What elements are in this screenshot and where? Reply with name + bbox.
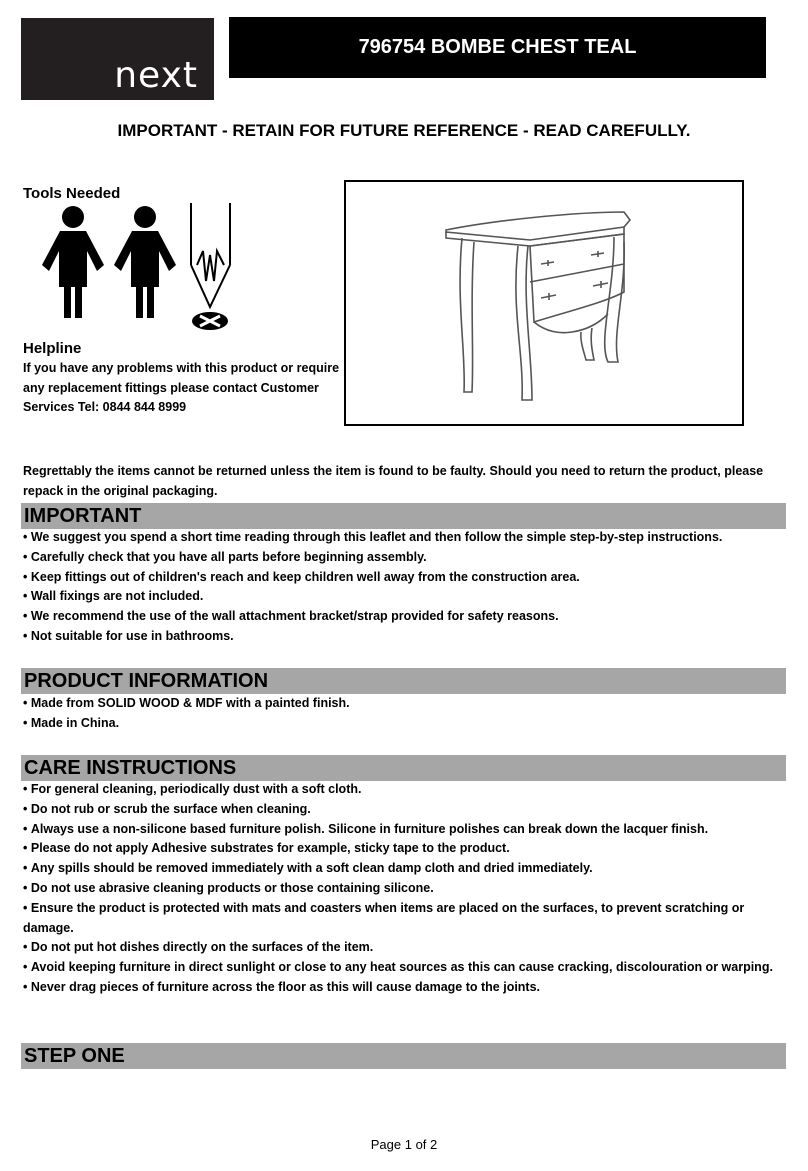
list-item: • Not suitable for use in bathrooms. bbox=[23, 627, 798, 647]
list-item: • For general cleaning, periodically dust with a soft cloth. bbox=[23, 780, 798, 800]
product-title-bar bbox=[229, 17, 766, 78]
product-image-frame bbox=[344, 180, 744, 426]
retain-notice: IMPORTANT - RETAIN FOR FUTURE REFERENCE - READ CAREFULLY. bbox=[117, 121, 691, 140]
helpline-heading: Helpline bbox=[23, 340, 82, 357]
product-title: 796754 BOMBE CHEST TEAL bbox=[358, 36, 637, 58]
care-list bbox=[23, 780, 798, 998]
list-item: • Always use a non-silicone based furniture polish. Silicone in furniture polishes can break down the lacquer finish. bbox=[23, 820, 798, 840]
list-item: • Ensure the product is protected with mats and coasters when items are placed on the surfaces, to prevent scratching or damage. bbox=[23, 899, 798, 939]
list-item: • Carefully check that you have all parts before beginning assembly. bbox=[23, 548, 798, 568]
logo-text: next bbox=[114, 55, 198, 96]
list-item: • Do not put hot dishes directly on the surfaces of the item. bbox=[23, 938, 798, 958]
screwdriver-icon bbox=[191, 203, 230, 330]
list-item: • Any spills should be removed immediately with a soft clean damp cloth and dried immediately. bbox=[23, 859, 798, 879]
list-item: • Do not rub or scrub the surface when cleaning. bbox=[23, 800, 798, 820]
list-item: • We recommend the use of the wall attachment bracket/strap provided for safety reasons. bbox=[23, 607, 798, 627]
list-item: • Never drag pieces of furniture across the floor as this will cause damage to the joints. bbox=[23, 978, 798, 998]
important-heading: IMPORTANT bbox=[21, 503, 786, 529]
chest-illustration bbox=[346, 182, 742, 424]
tools-heading: Tools Needed bbox=[23, 185, 121, 202]
list-item: • Avoid keeping furniture in direct sunlight or close to any heat sources as this can cause cracking, discolouration or warping. bbox=[23, 958, 798, 978]
person-icon bbox=[114, 206, 176, 318]
list-item: • We suggest you spend a short time reading through this leaflet and then follow the simple step-by-step instructions. bbox=[23, 528, 798, 548]
step-one-heading: STEP ONE bbox=[21, 1043, 786, 1069]
product-info-heading: PRODUCT INFORMATION bbox=[21, 668, 786, 694]
list-item: • Please do not apply Adhesive substrates for example, sticky tape to the product. bbox=[23, 839, 798, 859]
helpline-text: If you have any problems with this product or require any replacement fittings please contact Customer Services Tel: 0844 844 8999 bbox=[23, 361, 340, 414]
important-list bbox=[23, 528, 798, 647]
list-item: • Keep fittings out of children's reach and keep children well away from the construction area. bbox=[23, 568, 798, 588]
care-heading: CARE INSTRUCTIONS bbox=[21, 755, 786, 781]
list-item: • Made in China. bbox=[23, 714, 798, 734]
next-logo bbox=[21, 18, 214, 100]
page-number: Page 1 of 2 bbox=[370, 1137, 438, 1152]
product-info-list bbox=[23, 694, 798, 734]
list-item: • Do not use abrasive cleaning products or those containing silicone. bbox=[23, 879, 798, 899]
list-item: • Wall fixings are not included. bbox=[23, 587, 798, 607]
returns-notice: Regrettably the items cannot be returned unless the item is found to be faulty. Should you need to return the product, please repack in the original packaging. bbox=[23, 464, 764, 498]
person-icon bbox=[42, 206, 104, 318]
tools-graphic bbox=[38, 203, 238, 333]
list-item: • Made from SOLID WOOD & MDF with a painted finish. bbox=[23, 694, 798, 714]
